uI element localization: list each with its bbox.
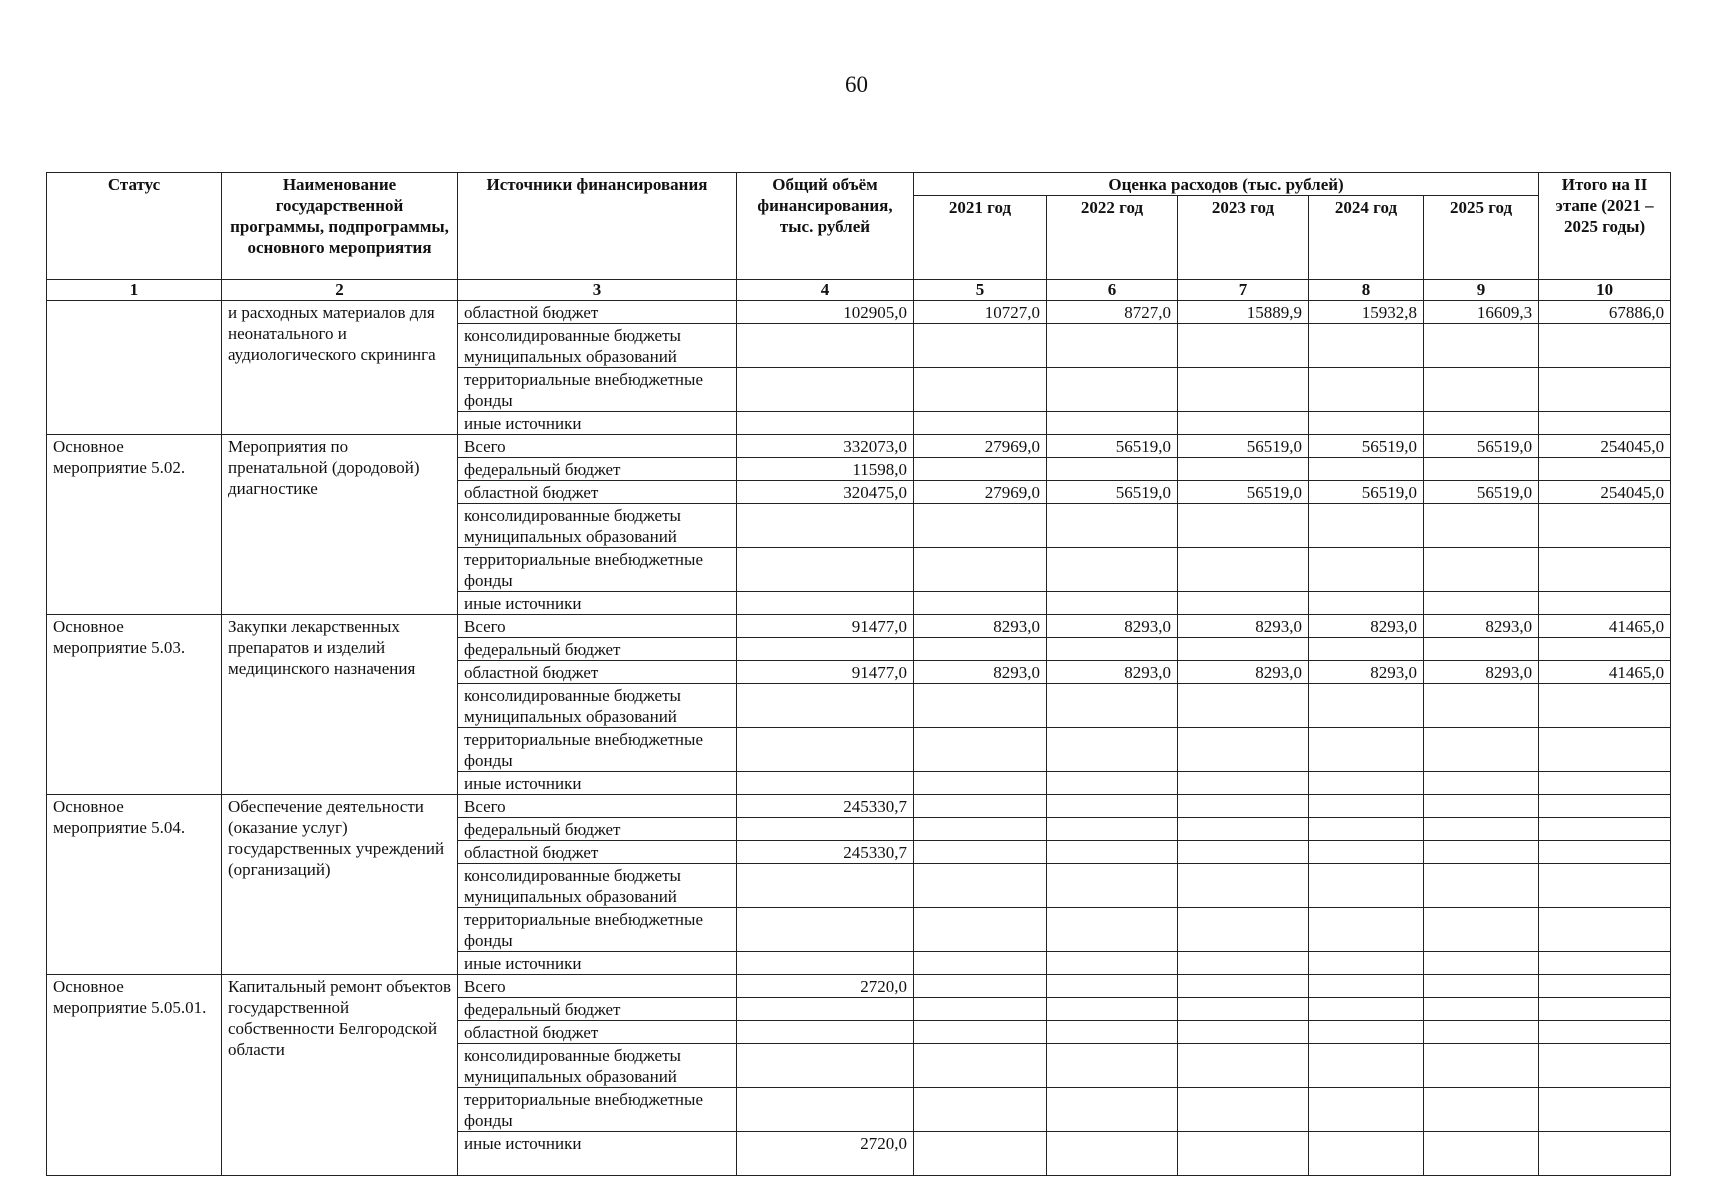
- value-cell: [1178, 684, 1309, 728]
- value-cell: 8293,0: [1178, 661, 1309, 684]
- value-cell: [914, 998, 1047, 1021]
- value-cell: [914, 952, 1047, 975]
- value-cell: 41465,0: [1539, 615, 1671, 638]
- value-cell: [914, 1021, 1047, 1044]
- value-cell: [914, 504, 1047, 548]
- value-cell: [1309, 592, 1424, 615]
- funding-source-cell: территориальные внебюджетные фонды: [458, 1088, 737, 1132]
- value-cell: [1424, 728, 1539, 772]
- value-cell: 8293,0: [1309, 615, 1424, 638]
- value-cell: [1424, 998, 1539, 1021]
- value-cell: [1539, 728, 1671, 772]
- value-cell: [914, 458, 1047, 481]
- value-cell: [1178, 818, 1309, 841]
- value-cell: [1178, 368, 1309, 412]
- value-cell: [1178, 504, 1309, 548]
- funding-source-cell: федеральный бюджет: [458, 998, 737, 1021]
- value-cell: 56519,0: [1047, 481, 1178, 504]
- value-cell: [1309, 504, 1424, 548]
- status-cell: Основное мероприятие 5.05.01.: [47, 975, 222, 1176]
- table-header: [47, 173, 1671, 301]
- value-cell: [914, 728, 1047, 772]
- value-cell: 8293,0: [914, 615, 1047, 638]
- table-body: [47, 301, 1671, 1176]
- funding-source-cell: областной бюджет: [458, 301, 737, 324]
- value-cell: [1178, 458, 1309, 481]
- value-cell: [1309, 818, 1424, 841]
- value-cell: 245330,7: [737, 795, 914, 818]
- value-cell: [1539, 1021, 1671, 1044]
- funding-source-cell: областной бюджет: [458, 1021, 737, 1044]
- value-cell: [1309, 841, 1424, 864]
- funding-source-cell: федеральный бюджет: [458, 458, 737, 481]
- value-cell: [1047, 772, 1178, 795]
- value-cell: [737, 548, 914, 592]
- program-name-cell: Закупки лекарственных препаратов и изделий медицинского назначения: [222, 615, 458, 795]
- table-row: [47, 301, 1671, 324]
- column-number: 3: [458, 280, 737, 301]
- value-cell: 8293,0: [1047, 615, 1178, 638]
- value-cell: [914, 795, 1047, 818]
- value-cell: [1178, 841, 1309, 864]
- value-cell: [737, 998, 914, 1021]
- value-cell: [1178, 638, 1309, 661]
- header-year-2023: 2023 год: [1178, 196, 1309, 280]
- value-cell: 254045,0: [1539, 435, 1671, 458]
- value-cell: [737, 728, 914, 772]
- value-cell: [1424, 368, 1539, 412]
- value-cell: 41465,0: [1539, 661, 1671, 684]
- header-total: Общий объём финансирования, тыс. рублей: [737, 173, 914, 280]
- funding-source-cell: иные источники: [458, 772, 737, 795]
- value-cell: [1539, 504, 1671, 548]
- value-cell: [1539, 998, 1671, 1021]
- value-cell: [737, 684, 914, 728]
- value-cell: [1309, 1132, 1424, 1176]
- value-cell: [1178, 772, 1309, 795]
- value-cell: [1047, 952, 1178, 975]
- value-cell: [1309, 975, 1424, 998]
- value-cell: [1424, 1044, 1539, 1088]
- status-cell: Основное мероприятие 5.02.: [47, 435, 222, 615]
- funding-source-cell: областной бюджет: [458, 661, 737, 684]
- value-cell: [1178, 548, 1309, 592]
- value-cell: [737, 592, 914, 615]
- value-cell: [1309, 998, 1424, 1021]
- value-cell: [1047, 638, 1178, 661]
- value-cell: [914, 864, 1047, 908]
- header-year-2025: 2025 год: [1424, 196, 1539, 280]
- funding-source-cell: консолидированные бюджеты муниципальных образований: [458, 324, 737, 368]
- funding-source-cell: консолидированные бюджеты муниципальных образований: [458, 864, 737, 908]
- value-cell: [1424, 548, 1539, 592]
- value-cell: [914, 638, 1047, 661]
- value-cell: [737, 772, 914, 795]
- value-cell: [1047, 684, 1178, 728]
- value-cell: [914, 324, 1047, 368]
- value-cell: [1047, 548, 1178, 592]
- funding-source-cell: территориальные внебюджетные фонды: [458, 368, 737, 412]
- header-year-2024: 2024 год: [1309, 196, 1424, 280]
- table-row: [47, 795, 1671, 818]
- value-cell: [914, 592, 1047, 615]
- funding-source-cell: территориальные внебюджетные фонды: [458, 548, 737, 592]
- value-cell: [914, 1088, 1047, 1132]
- column-number: 8: [1309, 280, 1424, 301]
- value-cell: [737, 638, 914, 661]
- value-cell: [1309, 368, 1424, 412]
- funding-source-cell: территориальные внебюджетные фонды: [458, 908, 737, 952]
- value-cell: 56519,0: [1178, 435, 1309, 458]
- column-number: 2: [222, 280, 458, 301]
- value-cell: [1047, 458, 1178, 481]
- value-cell: [1539, 864, 1671, 908]
- header-estimate: Оценка расходов (тыс. рублей): [914, 173, 1539, 196]
- value-cell: 15889,9: [1178, 301, 1309, 324]
- value-cell: [1424, 1021, 1539, 1044]
- value-cell: 11598,0: [737, 458, 914, 481]
- value-cell: [1047, 1132, 1178, 1176]
- value-cell: [1047, 818, 1178, 841]
- value-cell: [1178, 998, 1309, 1021]
- value-cell: 91477,0: [737, 661, 914, 684]
- value-cell: [1539, 1044, 1671, 1088]
- value-cell: [1539, 548, 1671, 592]
- value-cell: [1424, 592, 1539, 615]
- value-cell: [1309, 908, 1424, 952]
- value-cell: [1309, 952, 1424, 975]
- value-cell: [1178, 975, 1309, 998]
- value-cell: [1178, 324, 1309, 368]
- funding-source-cell: Всего: [458, 975, 737, 998]
- header-stage-total: Итого на II этапе (2021 – 2025 годы): [1539, 173, 1671, 280]
- value-cell: 56519,0: [1047, 435, 1178, 458]
- funding-source-cell: иные источники: [458, 592, 737, 615]
- value-cell: [737, 1088, 914, 1132]
- value-cell: [1047, 368, 1178, 412]
- funding-source-cell: консолидированные бюджеты муниципальных образований: [458, 1044, 737, 1088]
- value-cell: [1047, 324, 1178, 368]
- budget-table: [46, 172, 1671, 1176]
- funding-source-cell: консолидированные бюджеты муниципальных образований: [458, 504, 737, 548]
- value-cell: 16609,3: [1424, 301, 1539, 324]
- funding-source-cell: федеральный бюджет: [458, 818, 737, 841]
- status-cell: [47, 301, 222, 435]
- header-year-2022: 2022 год: [1047, 196, 1178, 280]
- value-cell: [914, 412, 1047, 435]
- funding-source-cell: территориальные внебюджетные фонды: [458, 728, 737, 772]
- value-cell: [1539, 841, 1671, 864]
- funding-source-cell: федеральный бюджет: [458, 638, 737, 661]
- value-cell: [1309, 772, 1424, 795]
- value-cell: [1047, 592, 1178, 615]
- value-cell: [1539, 324, 1671, 368]
- value-cell: 56519,0: [1178, 481, 1309, 504]
- value-cell: [914, 841, 1047, 864]
- value-cell: [1309, 324, 1424, 368]
- value-cell: 332073,0: [737, 435, 914, 458]
- value-cell: [914, 772, 1047, 795]
- value-cell: [1424, 975, 1539, 998]
- value-cell: [1539, 818, 1671, 841]
- value-cell: [737, 412, 914, 435]
- value-cell: 8293,0: [1309, 661, 1424, 684]
- header-sources: Источники финансирования: [458, 173, 737, 280]
- header-year-2021: 2021 год: [914, 196, 1047, 280]
- table-row: [47, 975, 1671, 998]
- value-cell: [1424, 324, 1539, 368]
- value-cell: [737, 324, 914, 368]
- value-cell: [1539, 1132, 1671, 1176]
- page-number: 60: [845, 72, 868, 97]
- column-number: 10: [1539, 280, 1671, 301]
- value-cell: 8293,0: [1424, 661, 1539, 684]
- value-cell: 67886,0: [1539, 301, 1671, 324]
- value-cell: [1178, 795, 1309, 818]
- value-cell: [1424, 684, 1539, 728]
- status-cell: Основное мероприятие 5.04.: [47, 795, 222, 975]
- value-cell: [1539, 908, 1671, 952]
- program-name-cell: Капитальный ремонт объектов государственной собственности Белгородской области: [222, 975, 458, 1176]
- program-name-cell: Обеспечение деятельности (оказание услуг) государственных учреждений (организаций): [222, 795, 458, 975]
- value-cell: [1178, 864, 1309, 908]
- column-number: 4: [737, 280, 914, 301]
- value-cell: [914, 1132, 1047, 1176]
- value-cell: [914, 684, 1047, 728]
- column-number: 5: [914, 280, 1047, 301]
- value-cell: 320475,0: [737, 481, 914, 504]
- value-cell: [1309, 795, 1424, 818]
- value-cell: [1309, 684, 1424, 728]
- value-cell: [1539, 638, 1671, 661]
- value-cell: [737, 1021, 914, 1044]
- value-cell: 27969,0: [914, 481, 1047, 504]
- value-cell: [1424, 1132, 1539, 1176]
- funding-source-cell: консолидированные бюджеты муниципальных образований: [458, 684, 737, 728]
- funding-source-cell: Всего: [458, 795, 737, 818]
- value-cell: [737, 864, 914, 908]
- value-cell: [1424, 818, 1539, 841]
- value-cell: [1539, 592, 1671, 615]
- table-row: [47, 615, 1671, 638]
- value-cell: [1309, 548, 1424, 592]
- value-cell: [1047, 728, 1178, 772]
- value-cell: 8293,0: [1178, 615, 1309, 638]
- program-name-cell: Мероприятия по пренатальной (дородовой) диагностике: [222, 435, 458, 615]
- value-cell: [1309, 638, 1424, 661]
- value-cell: 8293,0: [1424, 615, 1539, 638]
- value-cell: [1424, 412, 1539, 435]
- value-cell: [1309, 864, 1424, 908]
- value-cell: [1309, 1021, 1424, 1044]
- value-cell: [1539, 772, 1671, 795]
- value-cell: [914, 908, 1047, 952]
- column-number: 6: [1047, 280, 1178, 301]
- funding-source-cell: иные источники: [458, 412, 737, 435]
- value-cell: [914, 975, 1047, 998]
- value-cell: [1178, 592, 1309, 615]
- column-number: 1: [47, 280, 222, 301]
- value-cell: 2720,0: [737, 1132, 914, 1176]
- value-cell: [1309, 1088, 1424, 1132]
- value-cell: [737, 504, 914, 548]
- funding-source-cell: Всего: [458, 435, 737, 458]
- value-cell: 91477,0: [737, 615, 914, 638]
- value-cell: [1178, 952, 1309, 975]
- value-cell: [1047, 795, 1178, 818]
- funding-source-cell: областной бюджет: [458, 841, 737, 864]
- funding-source-cell: областной бюджет: [458, 481, 737, 504]
- column-number: 7: [1178, 280, 1309, 301]
- value-cell: [1178, 728, 1309, 772]
- program-name-cell: и расходных материалов для неонатального и аудиологического скрининга: [222, 301, 458, 435]
- value-cell: [1539, 952, 1671, 975]
- value-cell: [1539, 795, 1671, 818]
- value-cell: [914, 818, 1047, 841]
- value-cell: [1424, 795, 1539, 818]
- value-cell: [1047, 1044, 1178, 1088]
- value-cell: [1178, 908, 1309, 952]
- value-cell: [1424, 1088, 1539, 1132]
- value-cell: [914, 368, 1047, 412]
- value-cell: [914, 548, 1047, 592]
- value-cell: [1309, 728, 1424, 772]
- value-cell: [1539, 368, 1671, 412]
- value-cell: 56519,0: [1424, 435, 1539, 458]
- value-cell: 56519,0: [1309, 435, 1424, 458]
- value-cell: [1424, 952, 1539, 975]
- value-cell: [1539, 1088, 1671, 1132]
- value-cell: [737, 952, 914, 975]
- value-cell: [1424, 908, 1539, 952]
- value-cell: 8293,0: [914, 661, 1047, 684]
- column-number: 9: [1424, 280, 1539, 301]
- value-cell: [1178, 1044, 1309, 1088]
- value-cell: 56519,0: [1424, 481, 1539, 504]
- value-cell: 10727,0: [914, 301, 1047, 324]
- funding-source-cell: Всего: [458, 615, 737, 638]
- value-cell: 245330,7: [737, 841, 914, 864]
- value-cell: [1047, 998, 1178, 1021]
- header-name: Наименование государственной программы, подпрограммы, основного мероприятия: [222, 173, 458, 280]
- value-cell: [1539, 975, 1671, 998]
- value-cell: [737, 818, 914, 841]
- funding-source-cell: иные источники: [458, 1132, 737, 1176]
- value-cell: [1047, 864, 1178, 908]
- value-cell: [1424, 638, 1539, 661]
- value-cell: [1047, 1088, 1178, 1132]
- value-cell: 254045,0: [1539, 481, 1671, 504]
- value-cell: 8293,0: [1047, 661, 1178, 684]
- value-cell: [1047, 1021, 1178, 1044]
- value-cell: [1424, 458, 1539, 481]
- value-cell: [1424, 841, 1539, 864]
- table-row: [47, 435, 1671, 458]
- value-cell: [1309, 458, 1424, 481]
- value-cell: [1539, 684, 1671, 728]
- value-cell: [1424, 504, 1539, 548]
- value-cell: 8727,0: [1047, 301, 1178, 324]
- value-cell: [1047, 504, 1178, 548]
- column-numbers-row: [47, 280, 1671, 301]
- value-cell: 2720,0: [737, 975, 914, 998]
- value-cell: 56519,0: [1309, 481, 1424, 504]
- value-cell: [1178, 1021, 1309, 1044]
- value-cell: [1047, 841, 1178, 864]
- status-cell: Основное мероприятие 5.03.: [47, 615, 222, 795]
- value-cell: [1424, 864, 1539, 908]
- value-cell: [737, 908, 914, 952]
- value-cell: [1178, 1132, 1309, 1176]
- value-cell: [1539, 412, 1671, 435]
- value-cell: [1309, 412, 1424, 435]
- funding-source-cell: иные источники: [458, 952, 737, 975]
- value-cell: [914, 1044, 1047, 1088]
- value-cell: [737, 1044, 914, 1088]
- value-cell: [1539, 458, 1671, 481]
- value-cell: 27969,0: [914, 435, 1047, 458]
- value-cell: [1178, 1088, 1309, 1132]
- value-cell: [1047, 908, 1178, 952]
- value-cell: 15932,8: [1309, 301, 1424, 324]
- value-cell: [1424, 772, 1539, 795]
- value-cell: [1047, 975, 1178, 998]
- header-status: Статус: [47, 173, 222, 280]
- value-cell: [737, 368, 914, 412]
- value-cell: [1047, 412, 1178, 435]
- value-cell: [1178, 412, 1309, 435]
- value-cell: [1309, 1044, 1424, 1088]
- value-cell: 102905,0: [737, 301, 914, 324]
